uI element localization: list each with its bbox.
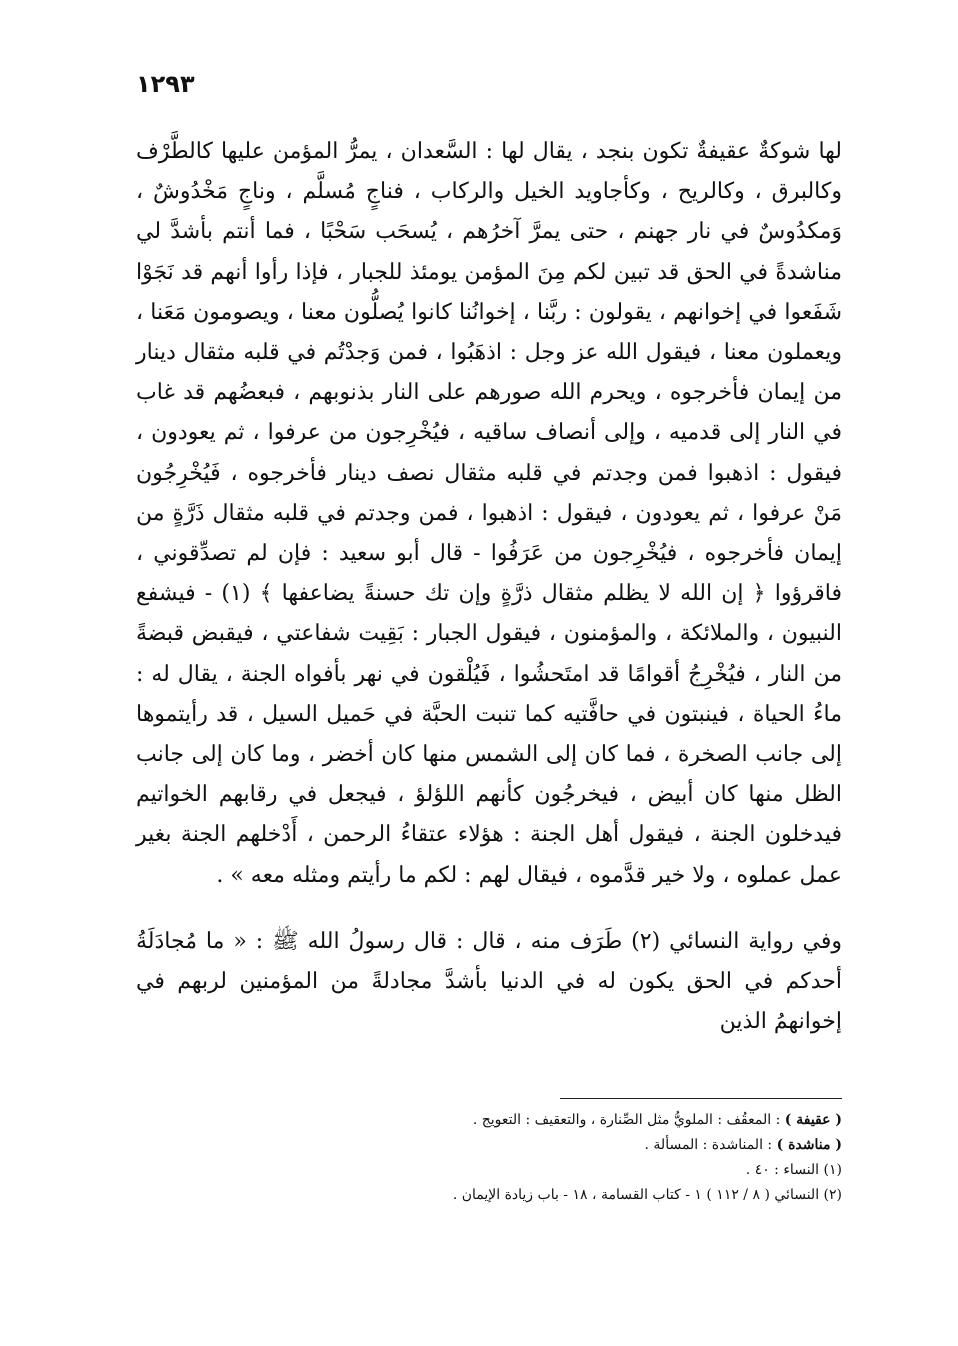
footnote-item: ( عقيفة ) : المعقُف : الملويُّ مثل الصِّنارة ، والتعقيف : التعويج . (472, 1112, 842, 1128)
footnote-item: (٢) النسائي ( ٨ / ١١٢ ) ١ - كتاب القسامة ، ١٨ - باب زيادة الإيمان . (452, 1187, 842, 1203)
footnote-item: (١) النساء : ٤٠ . (745, 1162, 842, 1178)
main-text (136, 132, 842, 1042)
footnote-item: ( مناشدة ) : المناشدة : المسألة . (644, 1137, 842, 1153)
page-number: ١٢٩٣ (136, 70, 195, 98)
body-paragraph-2: وفي رواية النسائي (٢) طَرَف منه ، قال : قال رسولُ الله ﷺ : « ما مُجادَلَةُ أحدكم في الحق يكون له في الدنيا بأشدَّ مجادلةً من المؤمنين لربهم في إخوانهمُ الذين (136, 928, 843, 1035)
footnotes (380, 1108, 842, 1208)
body-paragraph-1: لها شوكةٌ عقيفةٌ تكون بنجد ، يقال لها : السَّعدان ، يمرُّ المؤمن عليها كالطَّرْف وكالبرق ، وكالريح ، وكأجاويد الخيل والركاب ، فناجٍ مُسلَّم ، وناجٍ مَخْدُوشٌ ، وَمكدُوسٌ في نار جهنم ، حتى يمرَّ آخرُهم ، يُسحَب سَحْبًا ، فما أنتم بأشدَّ لي مناشدةً في الحق قد تبين لكم مِنَ المؤمن يومئذ للجبار ، فإذا رأوا أنهم قد نَجَوْا شَفَعوا في إخوانهم ، يقولون : ربَّنا ، إخوانُنا كانوا يُصلُّون معنا ، ويصومون مَعَنا ، ويعملون معنا ، فيقول الله عز وجل : اذهَبُوا ، فمن وَجدْتُم في قلبه مثقال دينار من إيمان فأخرجوه ، ويحرم الله صورهم على النار بذنوبهم ، فبعضُهم قد غاب في النار إلى قدميه ، وإلى أنصاف ساقيه ، فيُخْرِجون من عرفوا ، ثم يعودون ، فيقول : اذهبوا فمن وجدتم في قلبه مثقال نصف دينار فأخرجوه ، فَيُخْرِجُون مَنْ عرفوا ، ثم يعودون ، فيقول : اذهبوا ، فمن وجدتم في قلبه مثقال ذَرَّةٍ من إيمان فأخرجوه ، فيُخْرِجون من عَرَفُوا - قال أبو سعيد : فإن لم تصدِّقوني ، فاقرؤوا ﴿ إن الله لا يظلم مثقال ذرَّةٍ وإن تك حسنةً يضاعفها ﴾ (١) - فيشفع النبيون ، والملائكة ، والمؤمنون ، فيقول الجبار : بَقِيت شفاعتي ، فيقبض قبضةً من النار ، فيُخْرِجُ أقوامًا قد امتَحشُوا ، فَيُلْقون في نهر بأفواه الجنة ، يقال له : ماءُ الحياة ، فينبتون في حافَّتيه كما تنبت الحبَّة في حَميل السيل ، قد رأيتموها إلى جانب الصخرة ، فما كان إلى الشمس منها كان أخضر ، وما كان إلى جانب الظل منها كان أبيض ، فيخرجُون كأنهم اللؤلؤ ، فيجعل في رقابهم الخواتيم فيدخلون الجنة ، فيقول أهل الجنة : هؤلاء عتقاءُ الرحمن ، أَدْخلهم الجنة بغير عمل عملوه ، ولا خير قدَّموه ، فيقال لهم : لكم ما رأيتم ومثله معه » . (136, 139, 842, 888)
footnote-divider (560, 1098, 842, 1099)
